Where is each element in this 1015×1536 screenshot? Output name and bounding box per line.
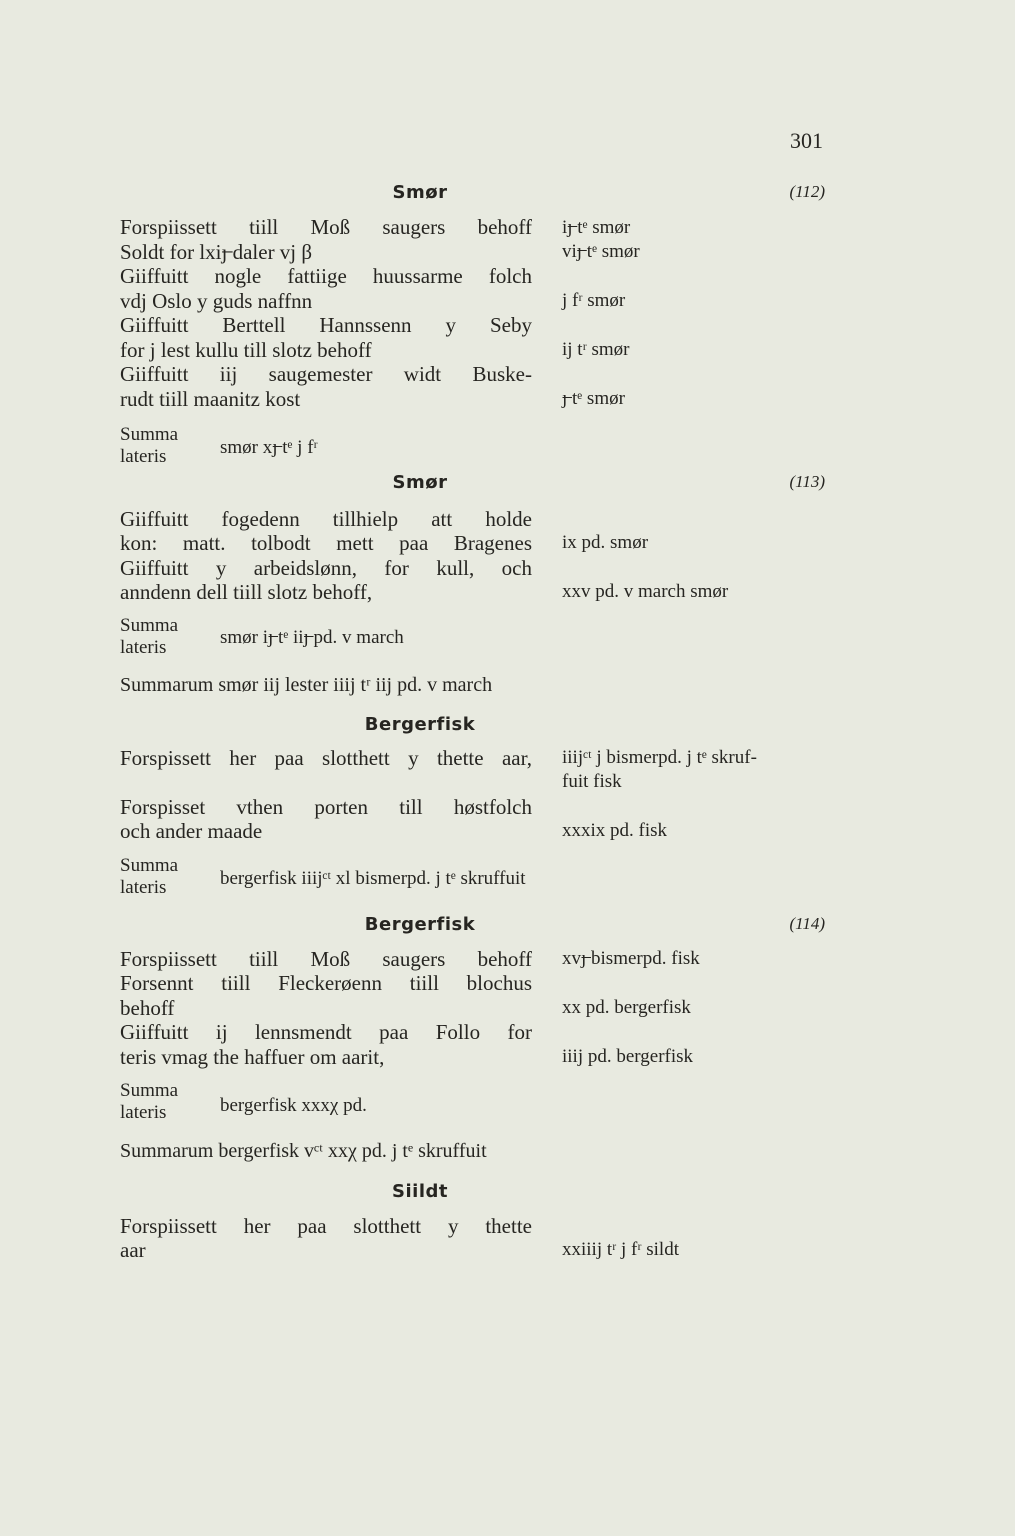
entry-value: ix pd. smør [562,532,649,553]
section-ref-113: (113) [789,472,825,491]
entry-value: xx pd. bergerfisk [562,997,691,1018]
entry-line: kon: matt. tolbodt mett paa Bragenes [120,531,532,555]
entry-value: fuit fisk [562,771,622,792]
summa-label: Summa lateris [120,1080,179,1123]
entry-value: xxiiij tʳ j fʳ sildt [562,1239,679,1260]
entry-line: vdj Oslo y guds naffnn [120,289,313,313]
summa-value: smør iȷ̶ tᵉ iiȷ̶ pd. v march [220,627,404,648]
entry-line: anndenn dell tiill slotz behoff, [120,580,373,604]
entry-line: Giiffuitt nogle fattiige huussarme folch [120,264,532,288]
summa-value: bergerfisk xxxχ pd. [220,1095,367,1116]
entry-line: Giiffuitt iij saugemester widt Buske- [120,362,532,386]
summa-value: bergerfisk iiijᶜᵗ xl bismerpd. j tᵉ skruffuit [220,868,526,889]
entry-line: Giiffuitt ij lennsmendt paa Follo for [120,1020,532,1044]
page-number: 301 [790,128,823,153]
section-heading-bergerfisk-1: Bergerfisk [364,714,476,735]
entry-line: Soldt for lxiȷ̶ daler vj β [120,240,313,264]
entry-line: Forsennt tiill Fleckerøenn tiill blochus [120,971,532,995]
summa-value: smør xȷ̶ tᵉ j fʳ [220,437,318,458]
entry-value: iȷ̶ tᵉ smør [562,217,631,238]
summa-label: Summa lateris [120,855,179,898]
entry-value: iiij pd. bergerfisk [562,1046,694,1067]
section-ref-112: (112) [789,182,825,201]
entry-value: j fʳ smør [562,290,626,311]
summarum-total: Summarum smør iij lester iiij tʳ iij pd. v march [120,674,493,696]
entry-value: ȷ̶ tᵉ smør [562,388,625,409]
entry-line: Giiffuitt Berttell Hannssenn y Seby [120,313,532,337]
entry-line: Giiffuitt fogedenn tillhielp att holde [120,507,532,531]
section-heading-siildt: Siildt [392,1181,448,1202]
entry-line: aar [120,1238,146,1262]
entry-line: Giiffuitt y arbeidslønn, for kull, och [120,556,532,580]
entry-line: Forspisset vthen porten till høstfolch [120,795,532,819]
entry-line: for j lest kullu till slotz behoff [120,338,372,362]
section-heading-bergerfisk-2: Bergerfisk [364,914,476,935]
entry-value: xvȷ̶ bismerpd. fisk [562,948,700,969]
entry-line: behoff [120,996,175,1020]
summa-label: Summa lateris [120,424,179,467]
entry-line: Forspiissett tiill Moß saugers behoff [120,215,532,239]
summarum-total: Summarum bergerfisk vᶜᵗ xxχ pd. j tᵉ skruffuit [120,1140,487,1162]
section-heading-smor-2: Smør [392,472,448,493]
entry-value: xxv pd. v march smør [562,581,729,602]
entry-line: Forspiissett tiill Moß saugers behoff [120,947,532,971]
section-heading-smor-1: Smør [392,182,448,203]
entry-value: iiijᶜᵗ j bismerpd. j tᵉ skruf- [562,747,757,768]
entry-value: viȷ̶ tᵉ smør [562,241,640,262]
entry-line: Forspissett her paa slotthett y thette aar, [120,746,532,770]
entry-line: rudt tiill maanitz kost [120,387,301,411]
entry-line: och ander maade [120,819,263,843]
summa-label: Summa lateris [120,615,179,658]
entry-line: Forspiissett her paa slotthett y thette [120,1214,532,1238]
entry-value: ij tʳ smør [562,339,630,360]
entry-value: xxxix pd. fisk [562,820,668,841]
entry-line: teris vmag the haffuer om aarit, [120,1045,385,1069]
section-ref-114: (114) [789,914,825,933]
